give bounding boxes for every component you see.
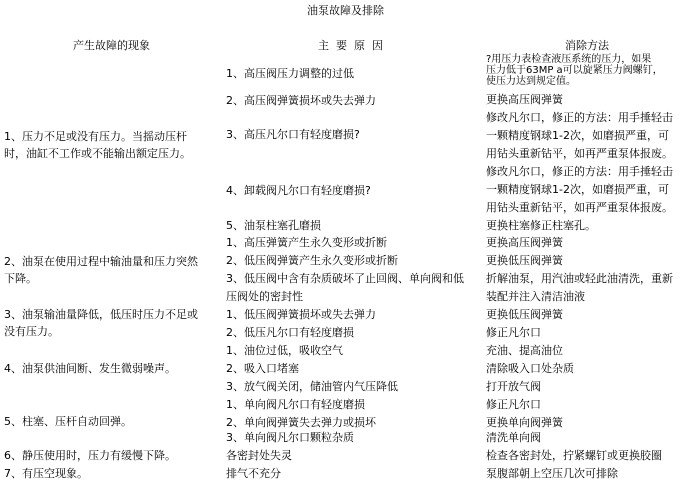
cause-6-1: 各密封处失灵 bbox=[226, 449, 292, 462]
remedy-5-1: 修正凡尔口 bbox=[486, 398, 541, 411]
remedy-1-4-line-2: 一颗精度钢球1-2次，如磨损严重，可 bbox=[486, 183, 669, 196]
cause-4-3: 3、放气阀关闭，储油管内气压降低 bbox=[226, 380, 398, 393]
phenomenon-5: 5、柱塞、压杆自动回弹。 bbox=[4, 415, 132, 428]
remedy-4-1: 充油、提高油位 bbox=[486, 344, 563, 357]
phenomenon-1-line-1: 1、压力不足或没有压力。当摇动压杆 bbox=[4, 130, 187, 143]
remedy-2-2: 更换低压阀弹簧 bbox=[486, 254, 563, 267]
remedy-3-2: 修正凡尔口 bbox=[486, 326, 541, 339]
cause-1-5: 5、油泵柱塞孔磨损 bbox=[226, 219, 321, 232]
cause-1-4: 4、卸载阀凡尔口有轻度磨损? bbox=[226, 184, 371, 197]
remedy-1-4-line-3: 用钻头重新钻平，如再严重泵体报废。 bbox=[486, 201, 673, 214]
phenomenon-3-line-1: 3、油泵输油量降低，低压时压力不足或 bbox=[4, 308, 198, 321]
cause-5-3: 3、单向阀凡尔口颗粒杂质 bbox=[226, 431, 354, 444]
cause-1-2: 2、高压阀弹簧损坏或失去弹力 bbox=[226, 94, 376, 107]
remedy-2-3-line-2: 装配并注入清洁油液 bbox=[486, 290, 585, 303]
remedy-7-1: 泵腹部朝上空压几次可排除 bbox=[486, 467, 618, 480]
remedy-1-3-line-3: 用钻头重新钻平，如再严重泵体报废。 bbox=[486, 147, 673, 160]
header-phenomenon: 产生故障的现象 bbox=[73, 39, 150, 52]
remedy-6-1: 检查各密封处，拧紧螺钉或更换胶圈 bbox=[486, 449, 662, 462]
cause-4-1: 1、油位过低，吸收空气 bbox=[226, 344, 343, 357]
cause-3-1: 1、低压阀弹簧损坏或失去弹力 bbox=[226, 308, 376, 321]
cause-2-1: 1、高压弹簧产生永久变形或折断 bbox=[226, 236, 387, 249]
remedy-1-5: 更换柱塞修正柱塞孔。 bbox=[486, 219, 596, 232]
cause-7-1: 排气不充分 bbox=[226, 467, 281, 480]
cause-2-2: 2、低压阀弹簧产生永久变形或折断 bbox=[226, 254, 398, 267]
phenomenon-7: 7、有压空现象。 bbox=[4, 467, 88, 480]
remedy-1-1-line-2: 压力低于63MP a可以旋紧压力阀螺钉， bbox=[486, 65, 663, 76]
header-remedy: 消除方法 bbox=[565, 39, 609, 52]
phenomenon-3-line-2: 没有压力。 bbox=[4, 325, 59, 338]
cause-3-2: 2、低压凡尔口有轻度磨损 bbox=[226, 326, 354, 339]
remedy-1-4-line-1: 修改凡尔口，修正的方法：用手捶轻击 bbox=[486, 165, 673, 178]
phenomenon-1-line-2: 时，油缸不工作或不能输出额定压力。 bbox=[4, 147, 191, 160]
cause-5-1: 1、单向阀凡尔口有轻度磨损 bbox=[226, 398, 365, 411]
phenomenon-4: 4、油泵供油间断、发生微弱噪声。 bbox=[4, 362, 176, 375]
phenomenon-2-line-2: 下降。 bbox=[4, 272, 37, 285]
remedy-4-3: 打开放气阀 bbox=[486, 380, 541, 393]
cause-1-1: 1、高压阀压力调整的过低 bbox=[226, 67, 354, 80]
remedy-1-2: 更换高压阀弹簧 bbox=[486, 93, 563, 106]
remedy-1-3-line-1: 修改凡尔口，修正的方法：用手捶轻击 bbox=[486, 111, 673, 124]
cause-2-3-line-1: 3、低压阀中含有杂质破坏了止回阀、单向阀和低 bbox=[226, 272, 464, 285]
phenomenon-6: 6、静压使用时，压力有缓慢下降。 bbox=[4, 449, 176, 462]
remedy-2-1: 更换高压阀弹簧 bbox=[486, 236, 563, 249]
header-cause: 主 要 原 因 bbox=[318, 39, 383, 52]
remedy-5-2: 更换单向阀弹簧 bbox=[486, 416, 563, 429]
cause-5-2: 2、单向阀弹簧失去弹力或损坏 bbox=[226, 416, 376, 429]
remedy-1-1-line-1: ?用压力表检查液压系统的压力，如果 bbox=[486, 54, 652, 65]
document-title: 油泵故障及排除 bbox=[307, 4, 384, 17]
cause-1-3: 3、高压凡尔口有轻度磨损? bbox=[226, 128, 360, 141]
remedy-1-1-line-3: 使压力达到规定值。 bbox=[486, 76, 576, 87]
cause-2-3-line-2: 压阀处的密封性 bbox=[226, 290, 303, 303]
remedy-1-3-line-2: 一颗精度钢球1-2次，如磨损严重，可 bbox=[486, 129, 669, 142]
phenomenon-2-line-1: 2、油泵在使用过程中输油量和压力突然 bbox=[4, 255, 198, 268]
cause-4-2: 2、吸入口堵塞 bbox=[226, 362, 299, 375]
remedy-5-3: 清洗单向阀 bbox=[486, 431, 541, 444]
remedy-3-1: 更换低压阀弹簧 bbox=[486, 308, 563, 321]
remedy-2-3-line-1: 折解油泵，用汽油或轻此油清洗，重新 bbox=[486, 272, 673, 285]
remedy-4-2: 清除吸入口处杂质 bbox=[486, 362, 574, 375]
